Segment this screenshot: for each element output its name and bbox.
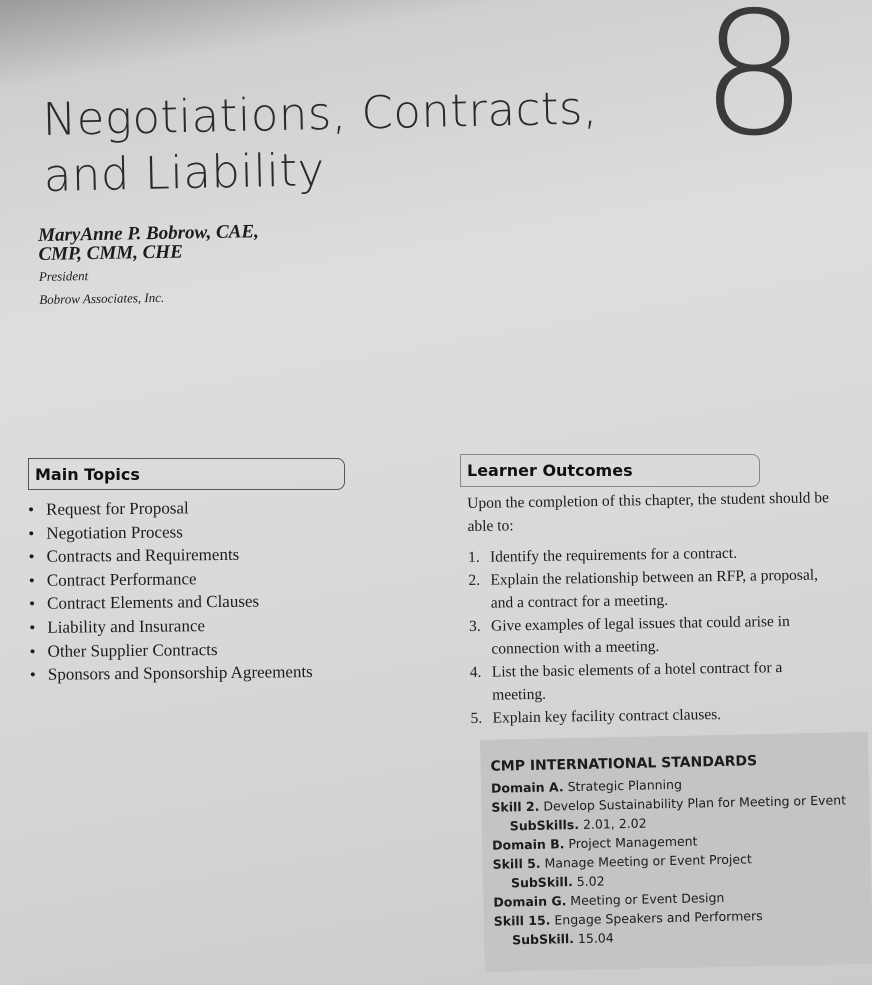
main-topics-heading: Main Topics bbox=[28, 458, 345, 490]
cmp-label: Domain B. bbox=[492, 836, 565, 853]
outcomes-list bbox=[468, 540, 841, 730]
author-block bbox=[38, 222, 260, 310]
outcome-text: Give examples of legal issues that could arise in connection with a meeting. bbox=[490, 612, 790, 658]
outcomes-intro: Upon the completion of this chapter, the student should be able to: bbox=[467, 489, 830, 535]
learner-outcomes bbox=[467, 486, 841, 730]
topic-item: • Contracts and Requirements bbox=[28, 542, 311, 569]
topic-item: • Request for Proposal bbox=[28, 495, 311, 522]
topic-item: • Liability and Insurance bbox=[29, 613, 312, 640]
cmp-label: SubSkill. bbox=[510, 874, 573, 891]
topic-item: • Contract Elements and Clauses bbox=[29, 589, 312, 616]
cmp-text: 15.04 bbox=[577, 930, 614, 946]
outcome-number: 2. bbox=[468, 571, 481, 589]
cmp-label: Domain A. bbox=[490, 779, 564, 796]
author-company: Bobrow Associates, Inc. bbox=[39, 289, 165, 307]
topic-item: • Contract Performance bbox=[29, 566, 312, 593]
cmp-heading: CMP INTERNATIONAL STANDARDS bbox=[490, 753, 758, 775]
cmp-text: Strategic Planning bbox=[567, 776, 683, 795]
outcome-text: Explain the relationship between an RFP, a proposal, and a contract for a meeting. bbox=[490, 566, 819, 612]
outcome-number: 1. bbox=[467, 548, 480, 566]
outcome-text: Identify the requirements for a contract. bbox=[489, 544, 738, 566]
author-name-2: CMP, CMM, CHE bbox=[38, 241, 183, 265]
outcome-item bbox=[470, 701, 840, 730]
learner-outcomes-heading: Learner Outcomes bbox=[460, 454, 760, 487]
chapter-number: 8 bbox=[700, 0, 809, 174]
outcome-text: List the basic elements of a hotel contract for a meeting. bbox=[491, 659, 783, 704]
outcome-number: 3. bbox=[468, 617, 481, 635]
outcome-text: Explain key facility contract clauses. bbox=[492, 706, 722, 727]
topic-item: • Negotiation Process bbox=[28, 519, 311, 546]
author-role: President bbox=[38, 268, 89, 284]
title-line-2: and Liability bbox=[43, 143, 326, 202]
cmp-text: Develop Sustainability Plan for Meeting or Event bbox=[543, 792, 847, 814]
outcome-number: 4. bbox=[469, 663, 482, 681]
chapter-title bbox=[42, 80, 599, 204]
cmp-text: 2.01, 2.02 bbox=[582, 815, 647, 832]
title-line-1: Negotiations, Contracts, bbox=[42, 81, 599, 146]
cmp-text: Project Management bbox=[568, 833, 698, 852]
cmp-label: SubSkills. bbox=[509, 816, 580, 834]
outcome-number: 5. bbox=[470, 709, 483, 727]
cmp-standards-box bbox=[480, 732, 872, 972]
author-name-1: MaryAnne P. Bobrow, CAE, bbox=[37, 221, 259, 246]
outcome-item bbox=[468, 563, 839, 615]
cmp-text: Manage Meeting or Event Project bbox=[544, 851, 752, 871]
cmp-label: Skill 5. bbox=[492, 855, 541, 872]
topic-item: • Sponsors and Sponsorship Agreements bbox=[30, 660, 313, 687]
cmp-label: SubSkill. bbox=[512, 931, 575, 948]
cmp-text: Engage Speakers and Performers bbox=[554, 908, 763, 928]
cmp-text: Meeting or Event Design bbox=[570, 889, 725, 909]
cmp-label: Skill 2. bbox=[491, 798, 540, 815]
main-topics-list bbox=[28, 495, 313, 687]
cmp-text: 5.02 bbox=[576, 873, 605, 890]
topic-item: • Other Supplier Contracts bbox=[29, 637, 312, 664]
cmp-label: Domain G. bbox=[493, 893, 567, 910]
cmp-label: Skill 15. bbox=[493, 912, 551, 929]
outcome-item bbox=[470, 655, 841, 707]
outcome-item bbox=[469, 609, 840, 661]
